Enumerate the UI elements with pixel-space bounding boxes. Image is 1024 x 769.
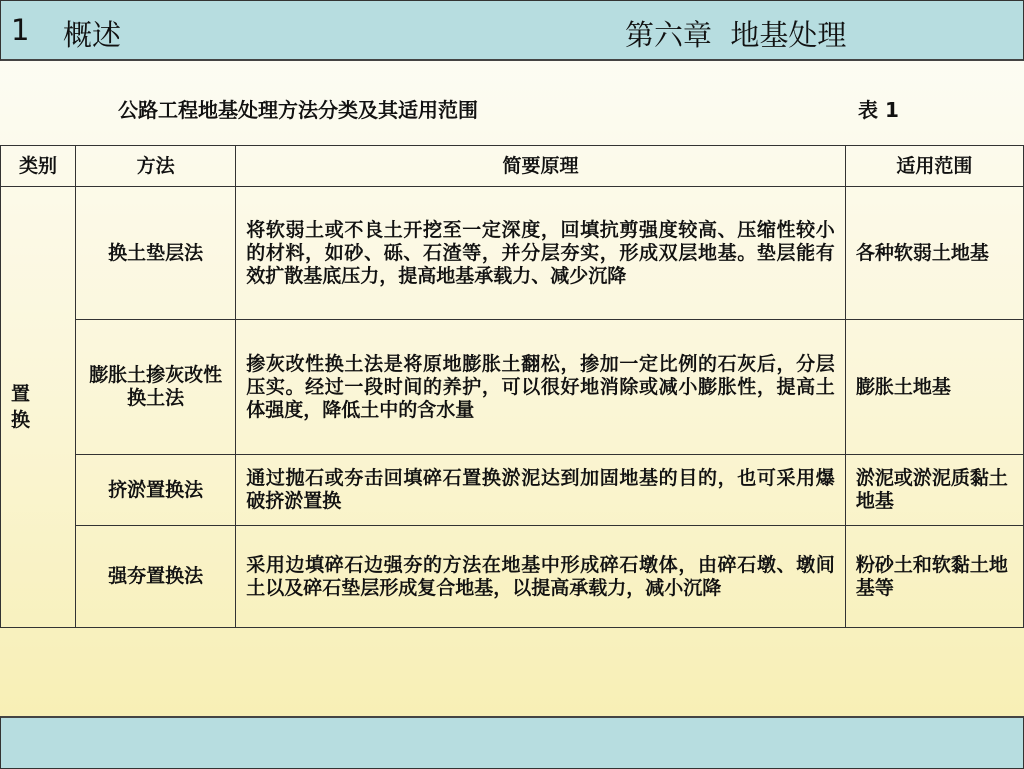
method-cell: 挤淤置换法 (76, 455, 236, 526)
table-row (1, 320, 1024, 455)
category-label: 置换 (11, 383, 31, 431)
chapter-title: 第六章 地基处理 (625, 18, 847, 52)
section-number: 1 (11, 13, 30, 47)
principle-cell: 掺灰改性换土法是将原地膨胀土翻松，掺加一定比例的石灰后，分层压实。经过一段时间的养护，可以很好地消除或减小膨胀性，提高土体强度，降低土中的含水量 (236, 320, 846, 455)
table-header-row (1, 146, 1024, 187)
scope-cell: 膨胀土地基 (845, 320, 1023, 455)
method-cell: 换土垫层法 (76, 187, 236, 320)
table-row (1, 526, 1024, 628)
slide-footer-bar (0, 716, 1024, 769)
column-header-principle: 简要原理 (236, 146, 846, 187)
principle-cell: 将软弱土或不良土开挖至一定深度，回填抗剪强度较高、压缩性较小的材料，如砂、砾、石渣等，并分层夯实，形成双层地基。垫层能有效扩散基底压力，提高地基承载力、减少沉降 (236, 187, 846, 320)
table-number: 表 1 (858, 98, 899, 122)
table-row (1, 455, 1024, 526)
table-row (1, 187, 1024, 320)
column-header-category: 类别 (1, 146, 76, 187)
section-title: 概述 (63, 18, 122, 52)
column-header-scope: 适用范围 (845, 146, 1023, 187)
category-cell (1, 187, 76, 628)
table-title: 公路工程地基处理方法分类及其适用范围 (118, 98, 478, 122)
method-cell: 膨胀土掺灰改性换土法 (76, 320, 236, 455)
principle-cell: 采用边填碎石边强夯的方法在地基中形成碎石墩体，由碎石墩、墩间土以及碎石垫层形成复合地基，以提高承载力，减小沉降 (236, 526, 846, 628)
scope-cell: 各种软弱土地基 (845, 187, 1023, 320)
scope-cell: 粉砂土和软黏土地基等 (845, 526, 1023, 628)
scope-cell: 淤泥或淤泥质黏土地基 (845, 455, 1023, 526)
principle-cell: 通过抛石或夯击回填碎石置换淤泥达到加固地基的目的，也可采用爆破挤淤置换 (236, 455, 846, 526)
method-cell: 强夯置换法 (76, 526, 236, 628)
method-table (0, 145, 1024, 628)
column-header-method: 方法 (76, 146, 236, 187)
slide-header-bar (0, 0, 1024, 61)
